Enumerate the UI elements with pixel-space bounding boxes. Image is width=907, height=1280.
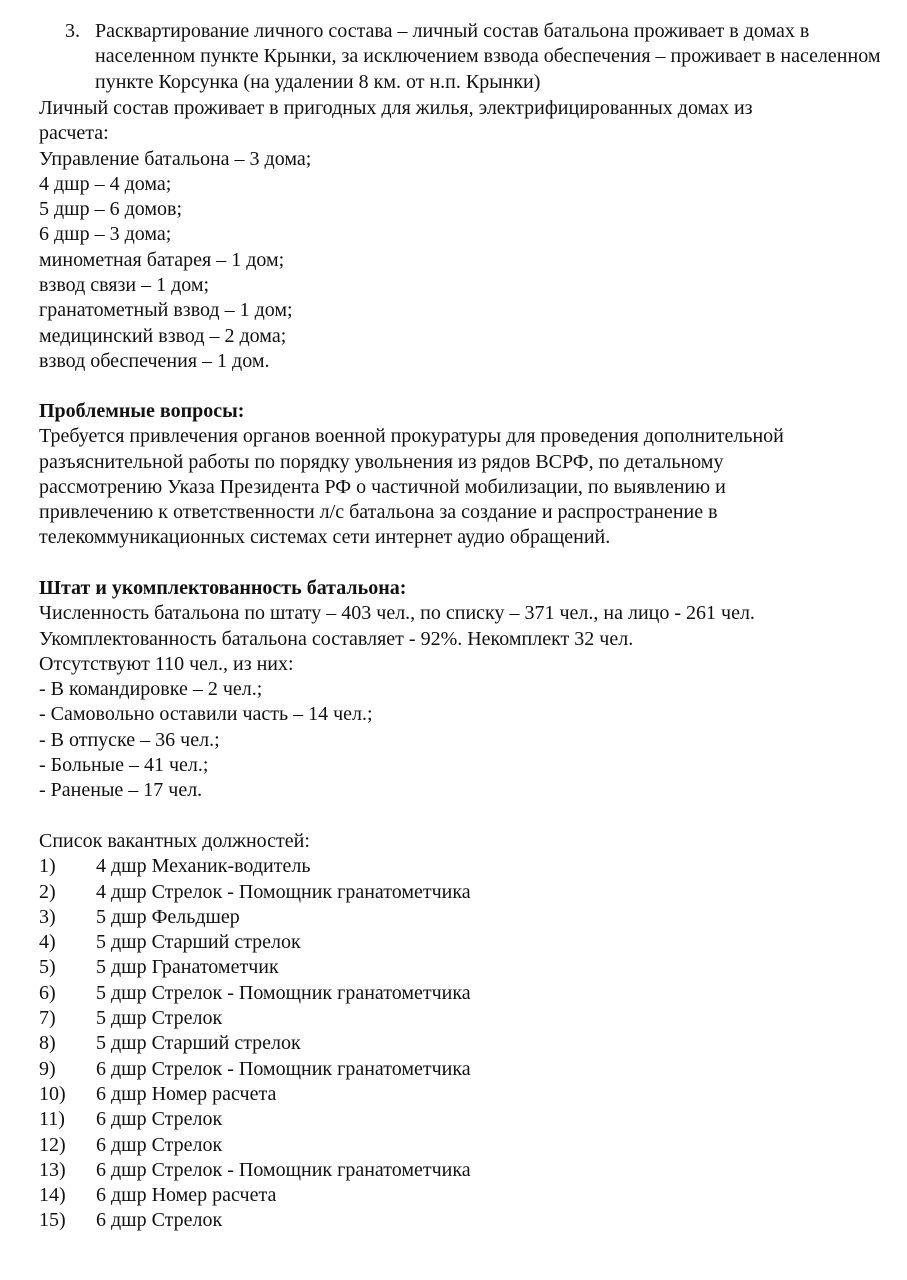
staffing-line: - Больные – 41 чел.; — [39, 754, 209, 777]
staffing-line: Отсутствуют 110 чел., из них: — [39, 652, 294, 675]
problems-line: рассмотрению Указа Президента РФ о частичной мобилизации, по выявлению и — [39, 475, 726, 498]
vacancy-text: 5 дшр Стрелок - Помощник гранатометчика — [96, 981, 471, 1004]
vacancy-number: 7) — [39, 1007, 56, 1030]
problems-line: телекоммуникационных системах сети интернет аудио обращений. — [39, 526, 611, 549]
quartering-number: 3. — [65, 20, 80, 42]
vacancies-section — [39, 829, 889, 1234]
staffing-section — [39, 576, 889, 804]
vacancy-text: 4 дшр Механик-водитель — [96, 855, 311, 878]
vacancy-text: 5 дшр Старший стрелок — [96, 1032, 301, 1055]
problems-section — [39, 399, 889, 551]
vacancy-text: 5 дшр Гранатометчик — [96, 956, 279, 979]
vacancy-number: 5) — [39, 956, 56, 979]
vacancy-text: 6 дшр Номер расчета — [96, 1082, 277, 1105]
housing-item: 5 дшр – 6 домов; — [39, 198, 183, 221]
vacancy-text: 5 дшр Фельдшер — [96, 905, 240, 928]
housing-item: гранатометный взвод – 1 дом; — [39, 299, 293, 322]
staffing-line: Укомплектованность батальона составляет - 92%. Некомплект 32 чел. — [39, 627, 634, 650]
housing-intro-continued: расчета: — [39, 122, 109, 145]
vacancy-number: 6) — [39, 981, 56, 1004]
vacancy-item — [39, 955, 889, 980]
staffing-line: Численность батальона по штату – 403 чел., по списку – 371 чел., на лицо - 261 чел. — [39, 602, 755, 625]
vacancy-number: 4) — [39, 931, 56, 954]
vacancy-text: 4 дшр Стрелок - Помощник гранатометчика — [96, 880, 471, 903]
vacancy-item — [39, 1031, 889, 1056]
vacancies-heading: Список вакантных должностей: — [39, 830, 310, 852]
staffing-heading: Штат и укомплектованность батальона: — [39, 577, 407, 599]
vacancy-item — [39, 854, 889, 879]
vacancy-number: 3) — [39, 905, 56, 928]
vacancy-number: 8) — [39, 1032, 56, 1055]
vacancy-number: 11) — [39, 1108, 65, 1131]
quartering-text: Расквартирование личного состава – личный состав батальона проживает в домах в населенном пункте Крынки, за исключением взвода обеспечения – проживает в населенном пункте Корсунка (на удалении 8 км. от н.п. Крынки) — [95, 20, 881, 93]
vacancy-item — [39, 1208, 889, 1233]
housing-item: медицинский взвод – 2 дома; — [39, 324, 287, 347]
vacancy-number: 2) — [39, 880, 56, 903]
vacancy-number: 10) — [39, 1082, 66, 1105]
vacancy-item — [39, 981, 889, 1006]
problems-line: привлечению к ответственности л/с батальона за создание и распространение в — [39, 501, 718, 524]
vacancy-text: 5 дшр Старший стрелок — [96, 931, 301, 954]
vacancy-text: 6 дшр Стрелок - Помощник гранатометчика — [96, 1057, 471, 1080]
quartering-item — [65, 19, 895, 95]
vacancy-item — [39, 1006, 889, 1031]
housing-item: минометная батарея – 1 дом; — [39, 248, 285, 271]
housing-item: 4 дшр – 4 дома; — [39, 172, 172, 195]
staffing-line: - В отпуске – 36 чел.; — [39, 728, 220, 751]
housing-section — [39, 96, 889, 374]
vacancy-number: 15) — [39, 1209, 66, 1232]
vacancy-text: 6 дшр Стрелок — [96, 1108, 223, 1131]
housing-item: Управление батальона – 3 дома; — [39, 147, 312, 170]
problems-heading: Проблемные вопросы: — [39, 400, 245, 422]
vacancy-item — [39, 1158, 889, 1183]
housing-item: взвод связи – 1 дом; — [39, 274, 210, 297]
problems-line: Требуется привлечения органов военной прокуратуры для проведения дополнительной — [39, 425, 784, 448]
vacancy-number: 1) — [39, 855, 56, 878]
staffing-line: - Раненые – 17 чел. — [39, 779, 203, 802]
housing-item: взвод обеспечения – 1 дом. — [39, 349, 270, 372]
vacancy-text: 5 дшр Стрелок — [96, 1007, 223, 1030]
vacancy-item — [39, 905, 889, 930]
vacancy-number: 14) — [39, 1184, 66, 1207]
vacancy-item — [39, 1183, 889, 1208]
vacancy-item — [39, 1107, 889, 1132]
staffing-line: - В командировке – 2 чел.; — [39, 678, 263, 701]
vacancy-text: 6 дшр Стрелок - Помощник гранатометчика — [96, 1158, 471, 1181]
vacancy-text: 6 дшр Стрелок — [96, 1209, 223, 1232]
vacancy-number: 13) — [39, 1158, 66, 1181]
housing-item: 6 дшр – 3 дома; — [39, 223, 172, 246]
vacancy-item — [39, 880, 889, 905]
vacancy-item — [39, 930, 889, 955]
vacancy-number: 12) — [39, 1133, 66, 1156]
staffing-line: - Самовольно оставили часть – 14 чел.; — [39, 703, 373, 726]
vacancy-item — [39, 1057, 889, 1082]
vacancy-text: 6 дшр Стрелок — [96, 1133, 223, 1156]
problems-line: разъяснительной работы по порядку увольнения из рядов ВСРФ, по детальному — [39, 450, 724, 473]
vacancy-item — [39, 1082, 889, 1107]
housing-intro: Личный состав проживает в пригодных для жилья, электрифицированных домах из — [39, 97, 753, 119]
vacancy-item — [39, 1133, 889, 1158]
vacancy-number: 9) — [39, 1057, 56, 1080]
vacancy-text: 6 дшр Номер расчета — [96, 1184, 277, 1207]
